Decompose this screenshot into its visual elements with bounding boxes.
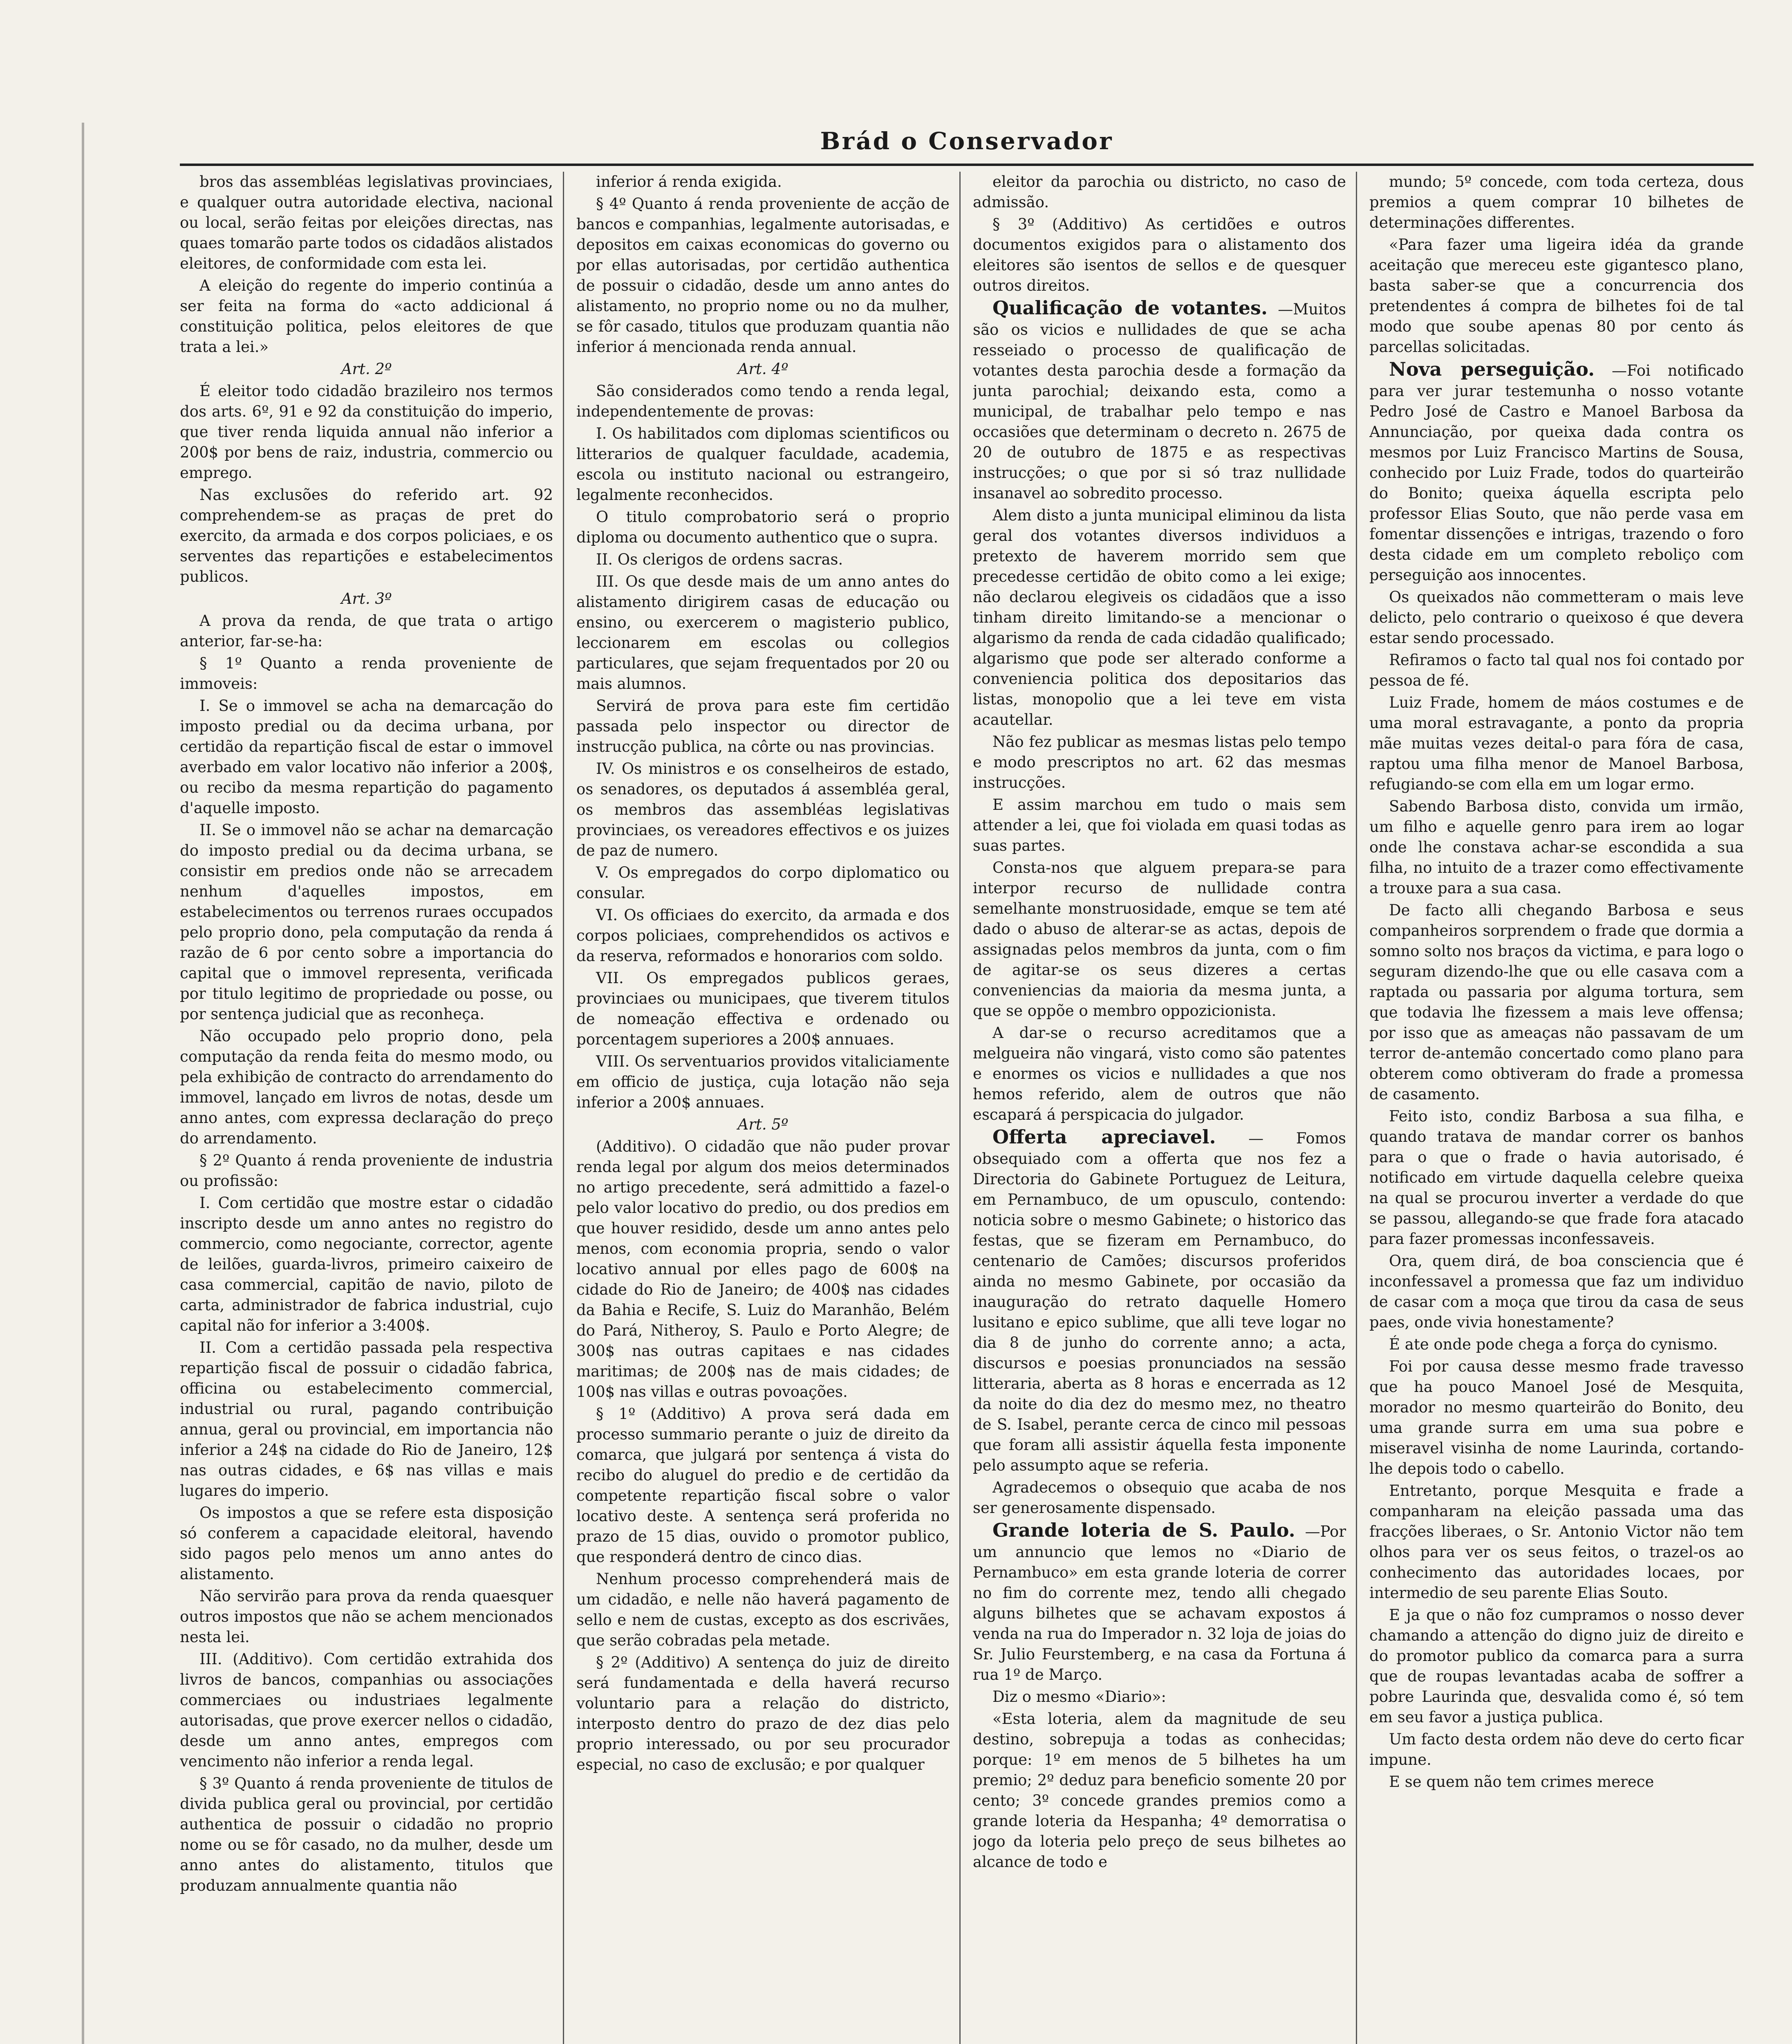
paragraph: Refiramos o facto tal qual nos foi contado por pessoa de fé. xyxy=(1369,651,1744,689)
paragraph: De facto alli chegando Barbosa e seus companheiros sorprendem o frade que dormia a somno solto nos braços da victima, e para logo o seguram dizendo-lhe que ou elle casava com a raptada ou passaria por alguma tortura, sem que todavia lhe fizessem a mais leve offensa; por isso que as ameaças não passavam de um terror de-antemão concertado como plano para obterem como obtiveram do frade a promessa de casamento. xyxy=(1369,901,1744,1103)
paragraph: A eleição do regente do imperio continúa a ser feita na forma do «acto addicional á constituição politica, pelos eleitores de que trata a lei.» xyxy=(180,277,553,356)
paragraph: Sabendo Barbosa disto, convida um irmão, um filho e aquelle genro para irem ao logar onde lhe constava achar-se escondida a sua filha, no intuito de a trazer como effectivamente a trouxe para a sua casa. xyxy=(1369,798,1744,897)
news-item xyxy=(1369,359,1744,585)
column-4 xyxy=(1369,172,1754,2044)
paragraph: § 1º (Additivo) A prova será dada em processo summario perante o juiz de direito da comarca, que julgará por sentença á vista do recibo do aluguel do predio e de certidão da competente repartição fiscal sobre o valor locativo deste. A sentença será proferida no prazo de 15 dias, ouvido o promotor publico, que responderá dentro de cinco dias. xyxy=(576,1405,950,1566)
paragraph: II. Os clerigos de ordens sacras. xyxy=(596,551,843,568)
news-item xyxy=(973,1127,1346,1476)
paragraph: Um facto desta ordem não deve do certo ficar impune. xyxy=(1369,1730,1744,1768)
paragraph: Nas exclusões do referido art. 92 comprehendem-se as praças de pret do exercito, da armada e dos corpos policiaes, e os serventes das repartições e estabelecimentos publicos. xyxy=(180,486,553,585)
paragraph: VI. Os officiaes do exercito, da armada e dos corpos policiaes, comprehendidos os activos e da reserva, reformados e honorarios com soldo. xyxy=(576,906,950,965)
paragraph: § 4º Quanto á renda proveniente de acção de bancos e companhias, legalmente autorisadas, e depositos em caixas economicas do governo ou por ellas autorisadas, por certidão authentica de possuir o cidadão, desde um anno antes do alistamento, no proprio nome ou no da mulher, se fôr casado, titulos que produzam quantia não inferior á mencionada renda annual. xyxy=(576,195,950,356)
paragraph: VIII. Os serventuarios providos vitaliciamente em officio de justiça, cuja lotação não seja inferior a 200$ annuaes. xyxy=(576,1053,950,1111)
column-3 xyxy=(973,172,1357,2044)
paragraph: É eleitor todo cidadão brazileiro nos termos dos arts. 6º, 91 e 92 da constituição do imperio, que tiver renda liquida annual não inferior a 200$ por bens de raiz, industria, commercio ou emprego. xyxy=(180,382,553,482)
paragraph: IV. Os ministros e os conselheiros de estado, os senadores, os deputados á assembléa geral, os membros das assembléas legislativas provinciaes, os vereadores effectivos e os juizes de paz de numero. xyxy=(576,760,950,859)
paragraph: Consta-nos que alguem prepara-se para interpor recurso de nullidade contra semelhante monstruosidade, emque se tem até dado o abuso de alterar-se as actas, depois de assignadas pelos membros da junta, com o fim de agitar-se os seus dizeres a certas conveniencias da maioria da mesma junta, a que se oppõe o membro oppozicionista. xyxy=(973,859,1346,1020)
article-number: Art. 5º xyxy=(737,1116,788,1133)
paragraph: Diz o mesmo «Diario»: xyxy=(992,1688,1166,1706)
paragraph: I. Os habilitados com diplomas scientificos ou litterarios de qualquer faculdade, academia, escola ou instituto nacional ou estrangeiro, legalmente reconhecidos. xyxy=(576,425,950,504)
paragraph: Não servirão para prova da renda quaesquer outros impostos que não se achem mencionados nesta lei. xyxy=(180,1587,553,1646)
paragraph: Foi por causa desse mesmo frade travesso que ha pouco Manoel José de Mesquita, morador no mesmo quarteirão do Bonito, deu uma grande surra em uma sua pobre e miseravel visinha de nome Laurinda, cortando-lhe depois todo o cabello. xyxy=(1369,1358,1744,1477)
paragraph: § 1º Quanto a renda proveniente de immoveis: xyxy=(180,654,553,693)
paragraph: § 2º (Additivo) A sentença do juiz de direito será fundamentada e della haverá recurso voluntario para a relação do districto, interposto dentro do prazo de dez dias pelo proprio interessado, ou por seu procurador especial, no caso de exclusão; e por qualquer xyxy=(576,1654,950,1773)
paragraph: § 3º Quanto á renda proveniente de titulos de divida publica geral ou provincial, por certidão authentica de possuir o cidadão no proprio nome ou se fôr casado, no da mulher, desde um anno antes do alistamento, titulos que produzam annualmente quantia não xyxy=(180,1775,553,1894)
column-2 xyxy=(576,172,961,2044)
paragraph: «Para fazer uma ligeira idéa da grande aceitação que mereceu este gigantesco plano, basta saber-se que a concurrencia dos pretendentes á compra de bilhetes foi de tal modo que soube apenas 80 por cento ás parcellas solicitadas. xyxy=(1369,236,1744,356)
paragraph: Nenhum processo comprehenderá mais de um cidadão, e nelle não haverá pagamento de sello e nem de custas, excepto as dos escrivães, que serão cobradas pela metade. xyxy=(576,1570,950,1649)
paragraph: eleitor da parochia ou districto, no caso de admissão. xyxy=(973,173,1346,211)
paragraph: Servirá de prova para este fim certidão passada pelo inspector ou director de instrucção publica, na côrte ou nas provincias. xyxy=(576,697,950,755)
paragraph: II. Se o immovel não se achar na demarcação do imposto predial ou da decima urbana, se consistir em predios onde não se arrecadem nenhum d'aquelles impostos, em estabelecimentos ou terrenos ruraes occupados pelo proprio dono, pela computação da renda á razão de 6 por cento sobre a importancia do capital que o immovel representa, verificada por titulo legitimo de propriedade ou posse, ou por sentença judicial que as reconheça. xyxy=(180,821,553,1023)
paragraph: E ja que o não foz cumpramos o nosso dever chamando a attenção do digno juiz de direito e do promotor publico da comarca para a surra que de roupas levantadas acaba de soffrer a pobre Laurinda que, desvalida como é, só tem em seu favor a justiça publica. xyxy=(1369,1606,1744,1726)
article-columns xyxy=(180,172,1754,2044)
news-heading: Qualificação de votantes. xyxy=(992,297,1268,319)
paragraph: Ora, quem dirá, de boa consciencia que é inconfessavel a promessa que faz um individuo de casar com a moça que tirou da casa de seus paes, onde vivia honestamente? xyxy=(1369,1252,1744,1331)
paragraph: II. Com a certidão passada pela respectiva repartição fiscal de possuir o cidadão fabrica, officina ou estabelecimento commercial, industrial ou rural, pagando contribuição annua, geral ou provincial, em importancia não inferior a 24$ na cidade do Rio de Janeiro, 12$ nas outras cidades, e 6$ nas villas e mais lugares do imperio. xyxy=(180,1339,553,1499)
masthead-title: Brád o Conservador xyxy=(820,127,1113,155)
paragraph: VII. Os empregados publicos geraes, provinciaes ou municipaes, que tiverem titulos de nomeação effectiva e ordenado ou porcentagem superiores a 200$ annuaes. xyxy=(576,969,950,1048)
paragraph: A dar-se o recurso acreditamos que a melgueira não vingará, visto como são patentes e enormes os vicios e nullidades a que nos hemos referido, alem de outros que não escapará á perspicacia do julgador. xyxy=(973,1024,1346,1123)
masthead-rule xyxy=(180,164,1754,166)
news-heading: Grande loteria de S. Paulo. xyxy=(992,1519,1295,1541)
paragraph: E se quem não tem crimes merece xyxy=(1389,1773,1654,1791)
paragraph: Os queixados não commetteram o mais leve delicto, pelo contrario o queixoso é que devera estar sendo processado. xyxy=(1369,588,1744,647)
paragraph: Entretanto, porque Mesquita e frade a companharam na eleição passada uma das fracções liberaes, o Sr. Antonio Victor não tem olhos para ver os seus feitos, o trazel-os ao conhecimento das autoridades locaes, por intermedio de seu parente Elias Souto. xyxy=(1369,1482,1744,1602)
paragraph: São considerados como tendo a renda legal, independentemente de provas: xyxy=(576,382,950,420)
paragraph: Não occupado pelo proprio dono, pela computação da renda feita do mesmo modo, ou pela exhibição de contracto do arrendamento do immovel, lançado em livros de notas, desde um anno antes, com expressa declaração do preço do arrendamento. xyxy=(180,1027,553,1147)
paragraph: § 3º (Additivo) As certidões e outros documentos exigidos para o alistamento dos eleitores são isentos de sellos e de quesquer outros direitos. xyxy=(973,215,1346,294)
article-number: Art. 4º xyxy=(737,360,788,378)
news-item xyxy=(973,1520,1346,1685)
paragraph: III. Os que desde mais de um anno antes do alistamento dirigirem casas de educação ou ensino, ou exercerem o magisterio publico, leccionarem em escolas ou collegios particulares, que sejam frequentados por 20 ou mais alumnos. xyxy=(576,573,950,693)
paragraph: Os impostos a que se refere esta disposição só conferem a capacidade eleitoral, havendo sido pagos pelo menos um anno antes do alistamento. xyxy=(180,1504,553,1583)
paragraph: Alem disto a junta municipal eliminou da lista geral dos votantes diversos individuos a pretexto de haverem morrido sem que precedesse certidão de obito como a lei exige; não declarou elegiveis os cidadãos que a isso tinham direito limitando-se a mencionar o algarismo da renda de cada cidadão qualificado; algarismo que pode ser alterado conforme a conveniencia politica dos depositarios das listas, monopolio que a lei teve em vista acautellar. xyxy=(973,507,1346,728)
paragraph: III. (Additivo). Com certidão extrahida dos livros de bancos, companhias ou associações commerciaes ou industriaes legalmente autorisadas, que prove exercer nellos o cidadão, desde um anno antes, empregos com vencimento não inferior a renda legal. xyxy=(180,1650,553,1770)
news-item xyxy=(973,298,1346,504)
paragraph: bros das assembléas legislativas provinciaes, e qualquer outra autoridade electiva, nacional ou local, serão feitas por eleições directas, nas quaes tomarão parte todos os cidadãos alistados eleitores, de conformidade com esta lei. xyxy=(180,173,553,272)
paragraph: E assim marchou em tudo o mais sem attender a lei, que foi violada em quasi todas as suas partes. xyxy=(973,796,1346,854)
paragraph: A prova da renda, de que trata o artigo anterior, far-se-ha: xyxy=(180,612,553,650)
paragraph: O titulo comprobatorio será o proprio diploma ou documento authentico que o supra. xyxy=(576,508,950,546)
paragraph: V. Os empregados do corpo diplomatico ou consular. xyxy=(576,864,950,902)
paragraph: (Additivo). O cidadão que não puder provar renda legal por algum dos meios determinados no artigo precedente, será admittido a fazel-o pelo valor locativo do predio, ou dos predios em que houver residido, desde um anno antes pelo menos, com economia propria, sendo o valor locativo annual por elles pago de 600$ na cidade do Rio de Janeiro; de 400$ nas cidades da Bahia e Recife, S. Luiz do Maranhão, Belém do Pará, Nitheroy, S. Paulo e Porto Alegre; de 300$ nas outras capitaes e nas cidades maritimas; de 200$ nas de mais cidades; de 100$ nas villas e outras povoações. xyxy=(576,1138,950,1401)
paragraph: «Esta loteria, alem da magnitude de seu destino, sobrepuja a todas as conhecidas; porque: 1º em menos de 5 bilhetes ha um premio; 2º deduz para beneficio somente 20 por cento; 3º concede grandes premios como a grande loteria da Hespanha; 4º demorratisa o jogo da loteria pelo preço de seus bilhetes ao alcance de todo e xyxy=(973,1710,1346,1871)
news-body: —Foi notificado para ver jurar testemunha o nosso votante Pedro José de Castro e Manoel Barbosa da Annunciação, por queixa dada contra os mesmos por Luiz Francisco Martins de Sousa, conhecido por Luiz Frade, todos do quarteirão do Bonito; queixa áquella escripta pelo professor Elias Souto, que não perde vasa em fomentar dissenções e intrigas, trazendo o foro desta cidade em um completo reboliço com perseguição aos innocentes. xyxy=(1369,362,1744,584)
article-number: Art. 2º xyxy=(341,360,392,378)
news-heading: Offerta apreciavel. xyxy=(992,1126,1216,1148)
news-body: — Fomos obsequiado com a offerta que nos fez a Directoria do Gabinete Portuguez de Leitura, em Pernambuco, de um opusculo, contendo: noticia sobre o mesmo Gabinete; o historico das festas, que se fizeram em Pernambuco, do centenario de Camões; discursos proferidos ainda no mesmo Gabinete, por occasião da inauguração do retrato daquelle Homero lusitano e epico sublime, que alli teve logar no dia 8 de junho do corrente anno; a acta, discursos e poesias pronunciados na sessão litteraria, aberta as 8 horas e encerrada as 12 da noite do dia dez do mesmo mez, no theatro de S. Isabel, perante cerca de cinco mil pessoas que foram alli assistir áquella festa imponente pelo assumpto aque se referia. xyxy=(973,1130,1346,1474)
paragraph: Feito isto, condiz Barbosa a sua filha, e quando tratava de mandar correr os banhos para o que o frade o havia autorisado, é notificado em virtude daquella celebre queixa na qual se procurou inverter a verdade do que se passou, allegando-se que frade fora atacado para fazer promessas inconfessaveis. xyxy=(1369,1107,1744,1248)
news-heading: Nova perseguição. xyxy=(1389,358,1595,380)
column-1 xyxy=(180,172,564,2044)
paragraph: Agradecemos o obsequio que acaba de nos ser generosamente dispensado. xyxy=(973,1479,1346,1517)
page-edge-shadow xyxy=(82,123,84,2044)
news-body: —Muitos são os vicios e nullidades de que se acha resseiado o processo de qualificação de votantes desta parochia desde a formação da junta parochial; deixando esta, como a municipal, de trabalhar pelo tempo e nas occasiões que determinam o decreto n. 2675 de 20 de outubro de 1875 e as respectivas instrucções; o que por si só traz nullidade insanavel ao sobredito processo. xyxy=(973,300,1346,502)
paragraph: É ate onde pode chega a força do cynismo. xyxy=(1389,1336,1718,1353)
paragraph: inferior á renda exigida. xyxy=(596,173,782,191)
article-number: Art. 3º xyxy=(341,590,392,607)
paragraph: mundo; 5º concede, com toda certeza, dous premios a quem comprar 10 bilhetes de determinações differentes. xyxy=(1369,173,1744,231)
paragraph: I. Com certidão que mostre estar o cidadão inscripto desde um anno antes no registro do commercio, como negociante, corrector, agente de leilões, guarda-livros, primeiro caixeiro de casa commercial, capitão de navio, piloto de carta, administrador de fabrica industrial, cujo capital não for inferior a 3:400$. xyxy=(180,1194,553,1334)
news-body: —Por um annuncio que lemos no «Diario de Pernambuco» em esta grande loteria de correr no fim do corrente mez, tendo alli chegado alguns bilhetes que se achavam expostos á venda na rua do Imperador n. 32 loja de joias do Sr. Julio Feurstemberg, e na casa da Fortuna á rua 1º de Março. xyxy=(973,1523,1346,1683)
paragraph: Não fez publicar as mesmas listas pelo tempo e modo prescriptos no art. 62 das mesmas instrucções. xyxy=(973,733,1346,791)
masthead xyxy=(180,123,1754,159)
paragraph: § 2º Quanto á renda proveniente de industria ou profissão: xyxy=(180,1152,553,1190)
paragraph: Luiz Frade, homem de máos costumes e de uma moral estravagante, a ponto da propria mãe muitas vezes deital-o para fóra de casa, raptou uma filha menor de Manoel Barbosa, refugiando-se com ella em um logar ermo. xyxy=(1369,694,1744,793)
paragraph: I. Se o immovel se acha na demarcação do imposto predial ou da decima urbana, por certidão da repartição fiscal de estar o immovel averbado em valor locativo não inferior a 200$, ou recibo da mesma repartição do pagamento d'aquelle imposto. xyxy=(180,697,553,817)
